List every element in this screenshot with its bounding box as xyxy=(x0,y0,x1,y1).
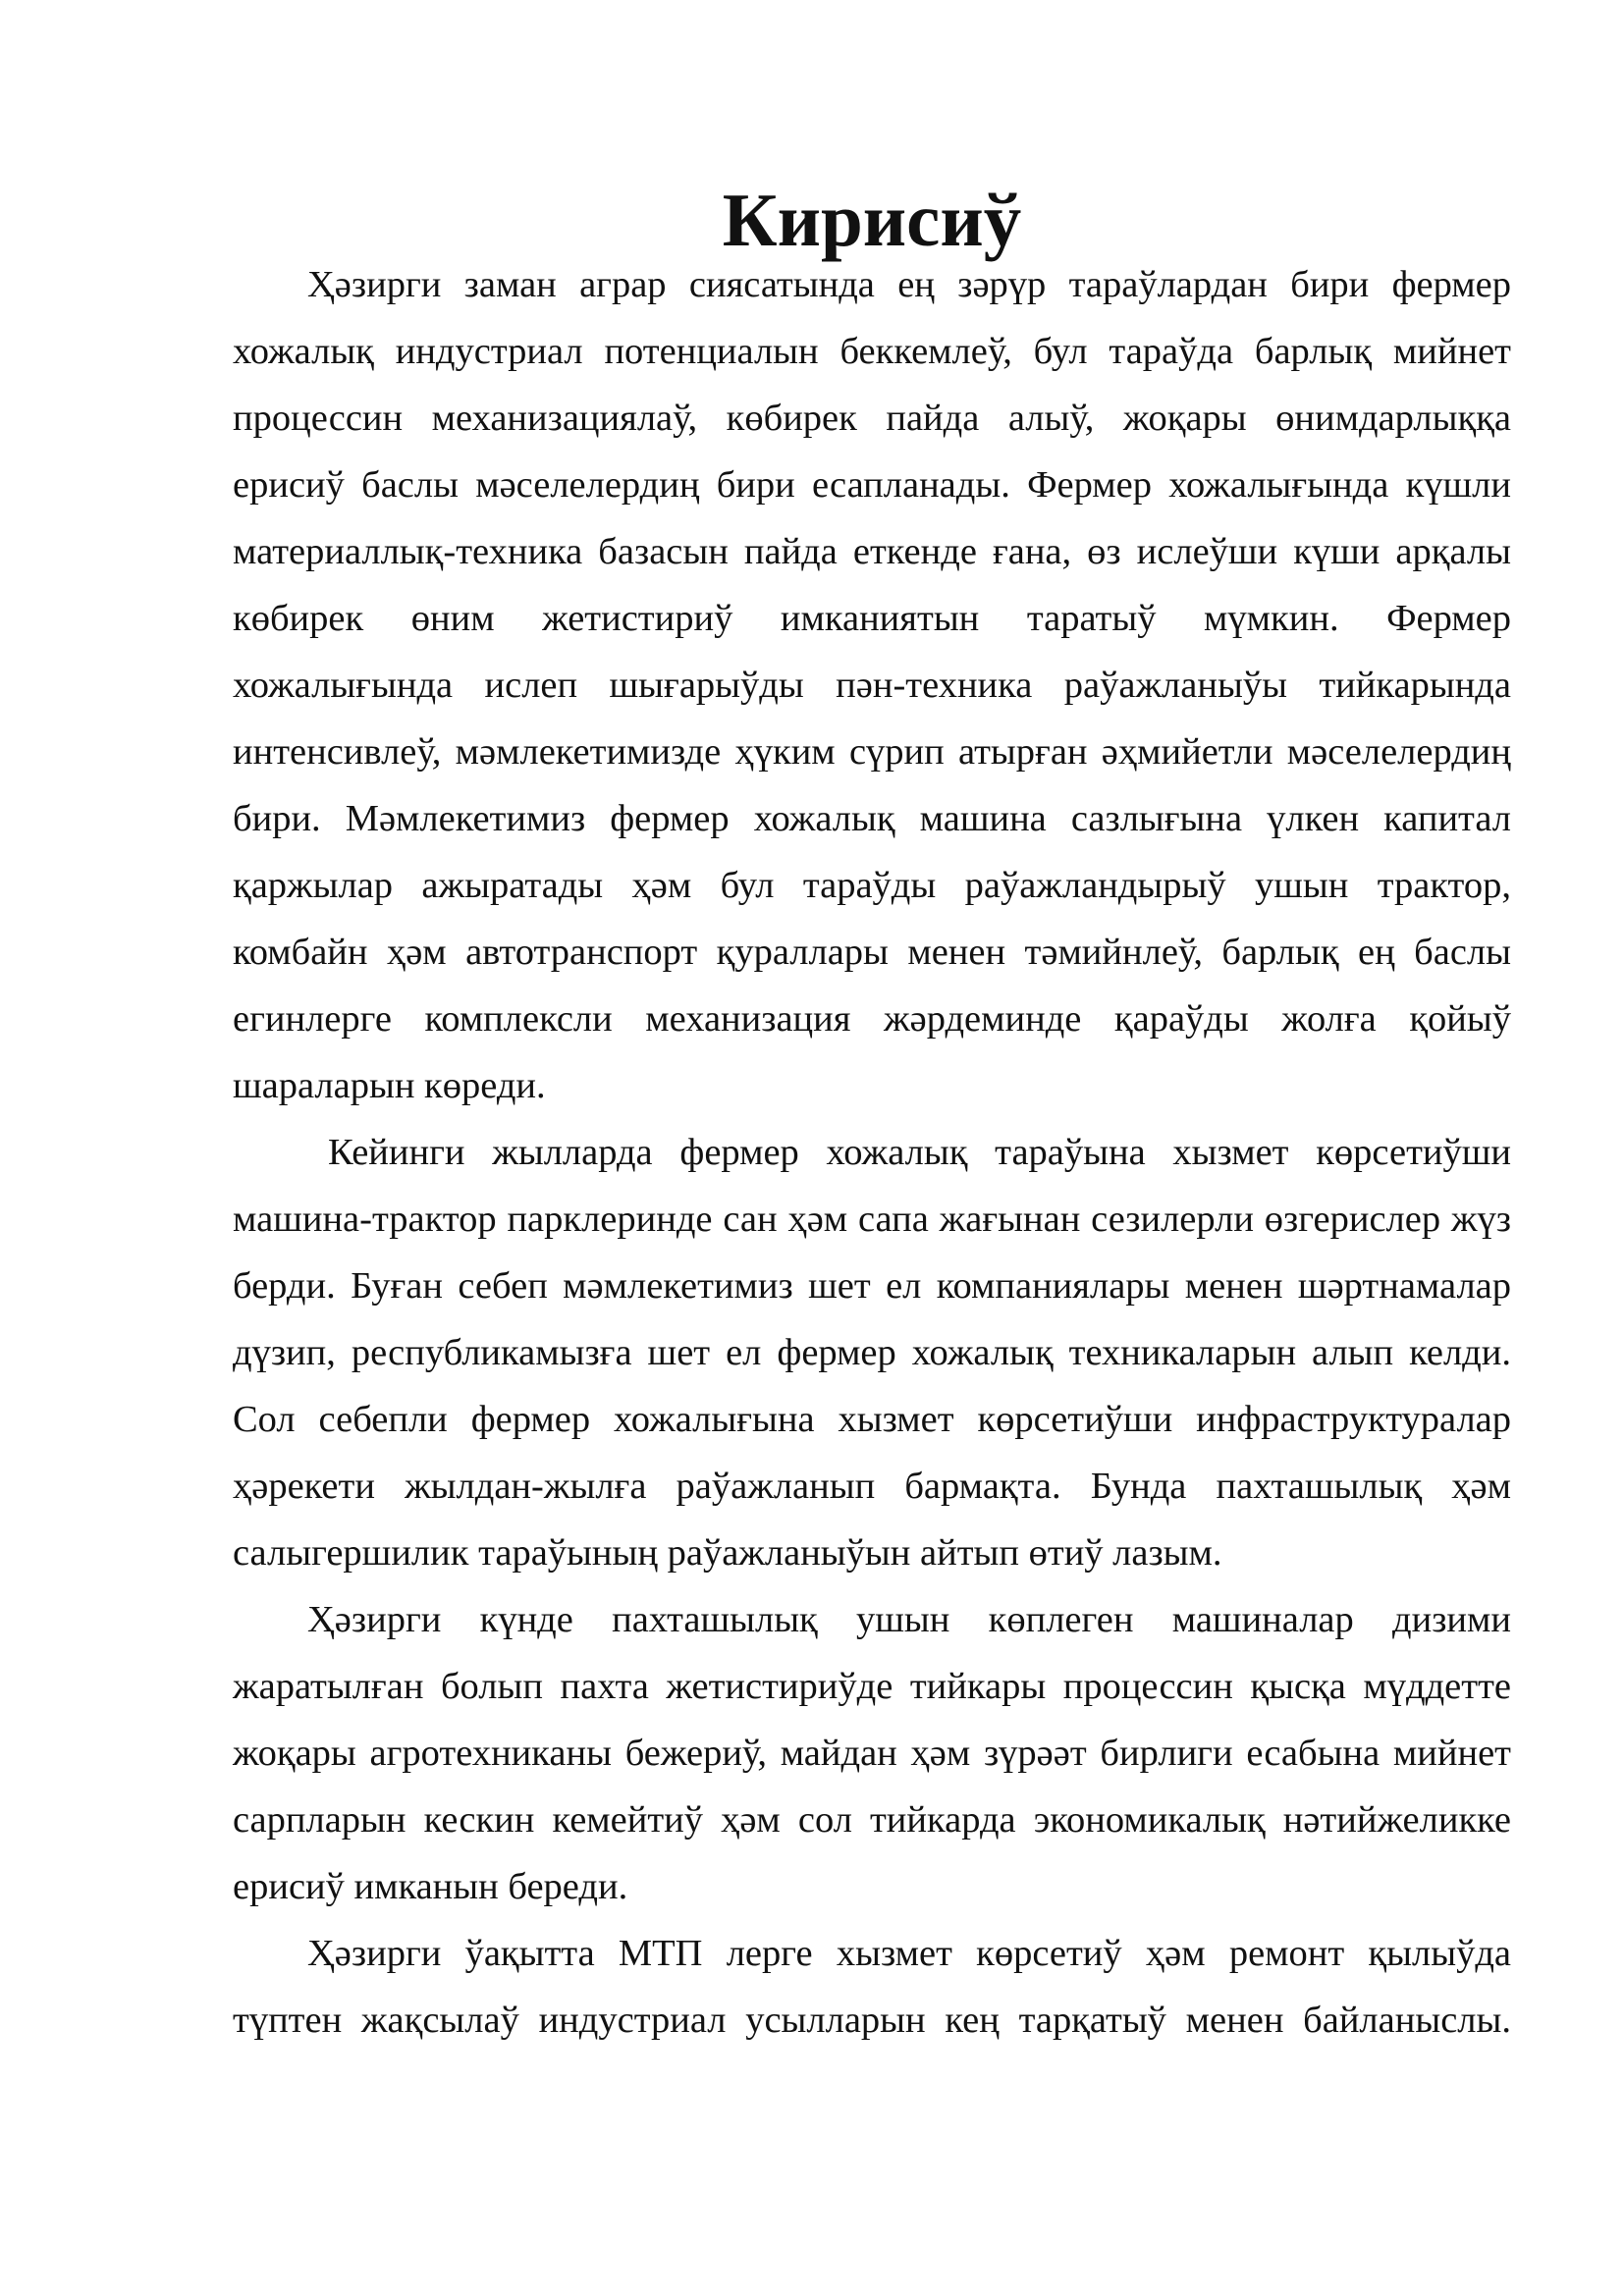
paragraph-2: Кейинги жылларда фермер хожалық тараўына хызмет көрсетиўши машина-трактор парклеринде сан ҳәм сапа жағынан сезилерли өзгерислер жүз берди. Буған себеп мәмлекетимиз шет ел компаниялары менен шәртнамалар дүзип, республикамызға шет ел фермер хожалық техникаларын алып келди. Сол себепли фермер хожалығына хызмет көрсетиўши инфраструктуралар ҳәрекети жылдан-жылға раўажланып бармақта. Бунда пахташылық ҳәм салыгершилик тараўының раўажланыўын айтып өтиў лазым. xyxy=(233,1132,1511,1574)
paragraph-4: Ҳәзирги ўақытта МТП лерге хызмет көрсетиў ҳәм ремонт қылыўда түптен жақсылаў индустриал усылларын кең тарқатыў менен байланыслы. xyxy=(233,1933,1511,2041)
paragraph-1: Ҳәзирги заман аграр сиясатында ең зәрүр тараўлардан бири фермер хожалық индустриал потенциалын беккемлеў, бул тараўда барлық мийнет процессин механизациялаў, көбирек пайда алыў, жоқары өнимдарлыққа ерисиў баслы мәселелердиң бири есапланады. Фермер хожалығында күшли материаллық-техника базасын пайда еткенде ғана, өз ислеўши күши арқалы көбирек өним жетистириў имканиятын таратыў мүмкин. Фермер хожалығында ислеп шығарыўды пән-техника раўажланыўы тийкарында интенсивлеў, мәмлекетимизде ҳүким сүрип атырған әҳмийетли мәселелердиң бири. Мәмлекетимиз фермер хожалық машина сазлығына үлкен капитал қаржылар ажыратады ҳәм бул тараўды раўажландырыў ушын трактор, комбайн ҳәм автотранспорт қураллары менен тәмийнлеў, барлық ең баслы егинлерге комплексли механизация жәрдеминде қараўды жолға қойыў шараларын көреди. xyxy=(233,264,1511,1106)
paragraph-3: Ҳәзирги күнде пахташылық ушын көплеген машиналар дизими жаратылған болып пахта жетистириўде тийкары процессин қысқа мүддетте жоқары агротехниканы бежериў, майдан ҳәм зүрәәт бирлиги есабына мийнет сарпларын кескин кемейтиў ҳәм сол тийкарда экономикалық нәтийжеликке ерисиў имканын береди. xyxy=(233,1599,1511,1907)
document-body xyxy=(233,178,1511,2054)
document-title: Кирисиў xyxy=(722,178,1022,262)
